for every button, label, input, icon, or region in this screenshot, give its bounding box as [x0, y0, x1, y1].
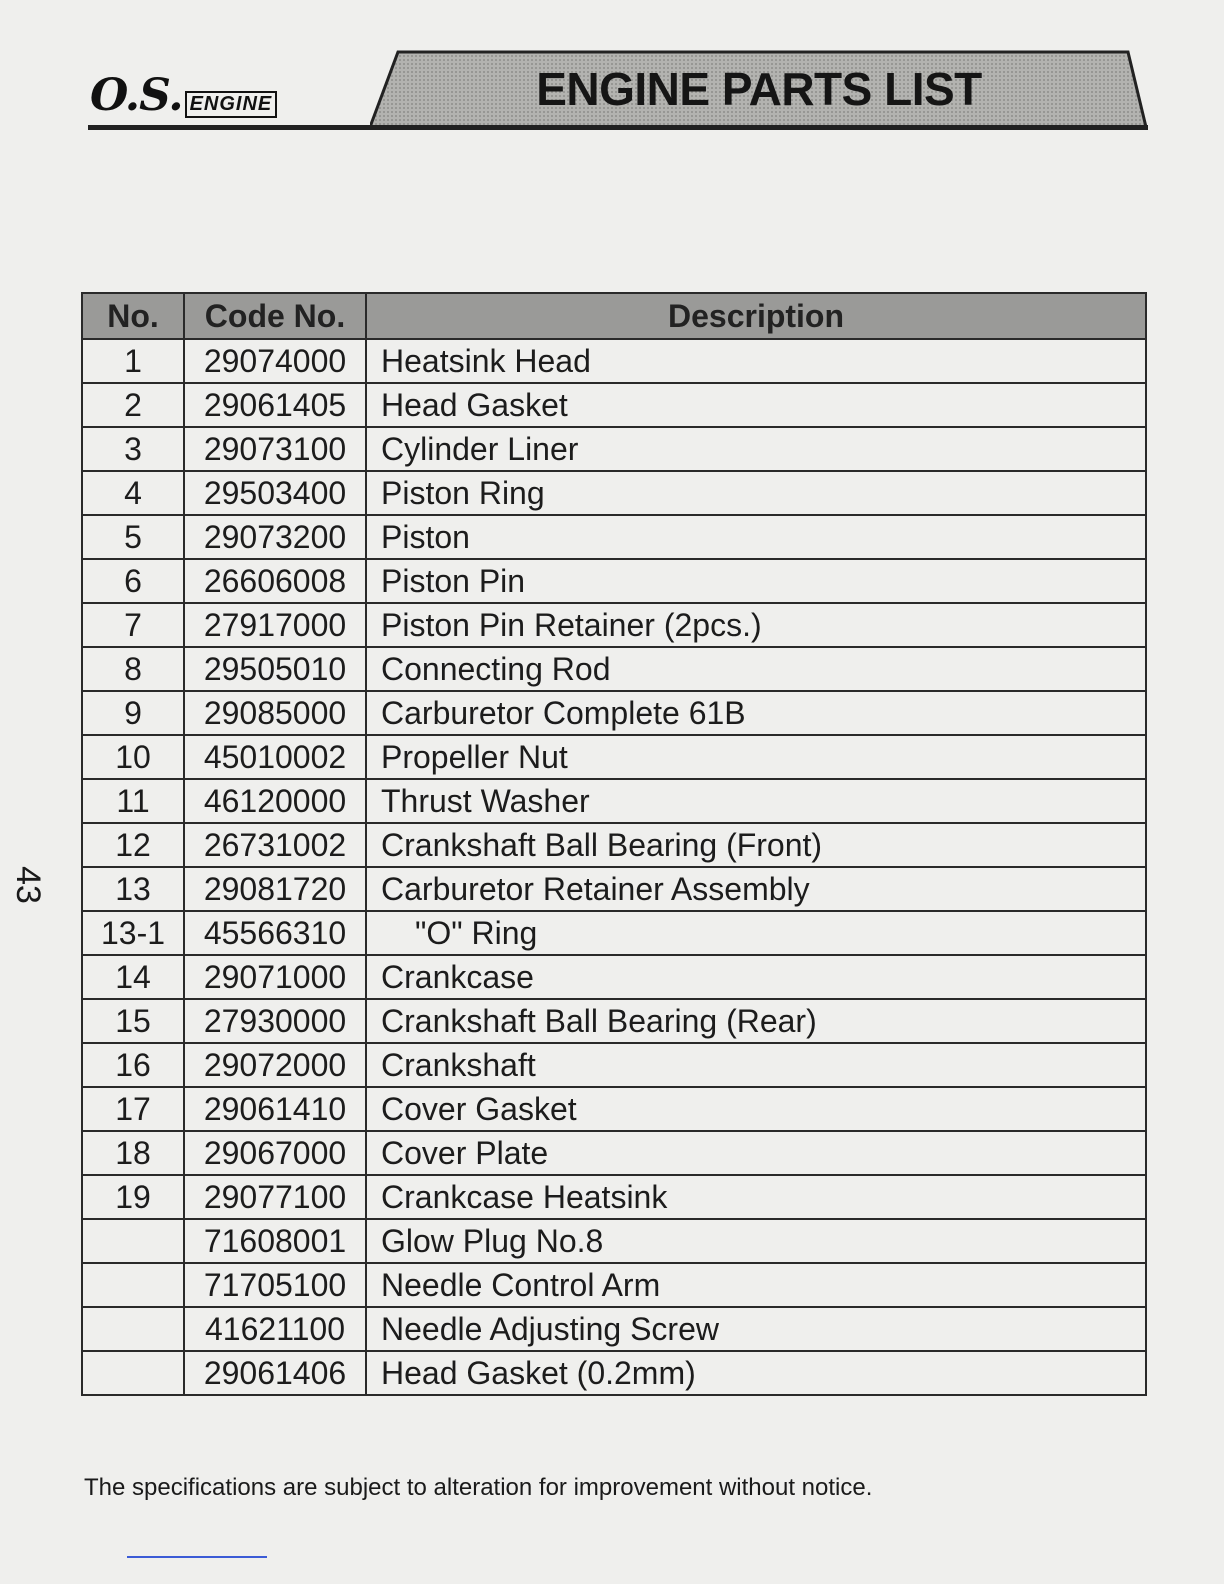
- part-number-cell: 2: [82, 383, 184, 427]
- table-row: [82, 559, 1146, 603]
- table-row: [82, 823, 1146, 867]
- table-row: [82, 691, 1146, 735]
- indented-description: "O" Ring: [415, 914, 538, 951]
- code-number-cell: 27917000: [184, 603, 366, 647]
- part-number-cell: 18: [82, 1131, 184, 1175]
- description-cell: Crankshaft Ball Bearing (Front): [366, 823, 1146, 867]
- table-row: [82, 999, 1146, 1043]
- part-number-cell: [82, 1351, 184, 1395]
- code-number-cell: 29085000: [184, 691, 366, 735]
- table-row: [82, 647, 1146, 691]
- description-cell: Piston Pin: [366, 559, 1146, 603]
- code-number-cell: 71705100: [184, 1263, 366, 1307]
- description-cell: Piston: [366, 515, 1146, 559]
- logo-engine-text: ENGINE: [185, 91, 278, 118]
- description-cell: Needle Control Arm: [366, 1263, 1146, 1307]
- description-cell: Glow Plug No.8: [366, 1219, 1146, 1263]
- table-row: [82, 383, 1146, 427]
- table-row: [82, 1175, 1146, 1219]
- part-number-cell: 1: [82, 339, 184, 383]
- part-number-cell: 13-1: [82, 911, 184, 955]
- table-header-row: [82, 293, 1146, 339]
- table-row: [82, 1087, 1146, 1131]
- code-number-cell: 41621100: [184, 1307, 366, 1351]
- code-number-cell: 29077100: [184, 1175, 366, 1219]
- part-number-cell: 19: [82, 1175, 184, 1219]
- table-row: [82, 339, 1146, 383]
- part-number-cell: [82, 1307, 184, 1351]
- part-number-cell: 15: [82, 999, 184, 1043]
- code-number-cell: 29072000: [184, 1043, 366, 1087]
- page-number: 43: [9, 866, 48, 904]
- table-row: [82, 427, 1146, 471]
- header-rule: [88, 125, 1148, 130]
- table-row: [82, 779, 1146, 823]
- code-number-cell: 29061406: [184, 1351, 366, 1395]
- logo-os-text: O.S.: [90, 70, 183, 121]
- description-cell: Carburetor Complete 61B: [366, 691, 1146, 735]
- table-row: [82, 1351, 1146, 1395]
- table-row: [82, 1219, 1146, 1263]
- description-cell: Cylinder Liner: [366, 427, 1146, 471]
- parts-table: [81, 292, 1147, 1396]
- table-row: [82, 1263, 1146, 1307]
- description-cell: Crankshaft: [366, 1043, 1146, 1087]
- part-number-cell: [82, 1219, 184, 1263]
- description-cell: Head Gasket (0.2mm): [366, 1351, 1146, 1395]
- code-number-cell: 26731002: [184, 823, 366, 867]
- code-number-cell: 29073200: [184, 515, 366, 559]
- code-number-cell: 29073100: [184, 427, 366, 471]
- code-number-cell: 29067000: [184, 1131, 366, 1175]
- description-cell: Piston Pin Retainer (2pcs.): [366, 603, 1146, 647]
- code-number-cell: 29505010: [184, 647, 366, 691]
- part-number-cell: [82, 1263, 184, 1307]
- part-number-cell: 4: [82, 471, 184, 515]
- code-number-cell: 27930000: [184, 999, 366, 1043]
- description-cell: Crankcase Heatsink: [366, 1175, 1146, 1219]
- code-number-cell: 29061405: [184, 383, 366, 427]
- code-number-cell: 29074000: [184, 339, 366, 383]
- link-underline: [127, 1556, 267, 1558]
- part-number-cell: 8: [82, 647, 184, 691]
- code-number-cell: 29081720: [184, 867, 366, 911]
- description-cell: Crankshaft Ball Bearing (Rear): [366, 999, 1146, 1043]
- code-number-cell: 71608001: [184, 1219, 366, 1263]
- description-cell: Heatsink Head: [366, 339, 1146, 383]
- code-number-cell: 45010002: [184, 735, 366, 779]
- code-number-cell: 29503400: [184, 471, 366, 515]
- description-cell: [366, 911, 1146, 955]
- table-row: [82, 955, 1146, 999]
- part-number-cell: 17: [82, 1087, 184, 1131]
- part-number-cell: 3: [82, 427, 184, 471]
- part-number-cell: 13: [82, 867, 184, 911]
- part-number-cell: 10: [82, 735, 184, 779]
- part-number-cell: 7: [82, 603, 184, 647]
- parts-table-body: [82, 339, 1146, 1395]
- description-cell: Crankcase: [366, 955, 1146, 999]
- table-row: [82, 867, 1146, 911]
- footnote: The specifications are subject to alteration for improvement without notice.: [84, 1474, 873, 1501]
- description-cell: Thrust Washer: [366, 779, 1146, 823]
- description-cell: Needle Adjusting Screw: [366, 1307, 1146, 1351]
- table-row: [82, 1307, 1146, 1351]
- part-number-cell: 6: [82, 559, 184, 603]
- part-number-cell: 11: [82, 779, 184, 823]
- os-engine-logo: [90, 70, 277, 120]
- table-row: [82, 471, 1146, 515]
- part-number-cell: 16: [82, 1043, 184, 1087]
- description-cell: Head Gasket: [366, 383, 1146, 427]
- part-number-cell: 12: [82, 823, 184, 867]
- column-header-no: No.: [82, 293, 184, 339]
- description-cell: Carburetor Retainer Assembly: [366, 867, 1146, 911]
- code-number-cell: 26606008: [184, 559, 366, 603]
- description-cell: Propeller Nut: [366, 735, 1146, 779]
- description-cell: Cover Gasket: [366, 1087, 1146, 1131]
- part-number-cell: 14: [82, 955, 184, 999]
- table-row: [82, 603, 1146, 647]
- description-cell: Connecting Rod: [366, 647, 1146, 691]
- page-title: ENGINE PARTS LIST: [536, 62, 982, 115]
- code-number-cell: 29061410: [184, 1087, 366, 1131]
- table-row: [82, 911, 1146, 955]
- table-row: [82, 1131, 1146, 1175]
- part-number-cell: 9: [82, 691, 184, 735]
- code-number-cell: 45566310: [184, 911, 366, 955]
- description-cell: Piston Ring: [366, 471, 1146, 515]
- table-row: [82, 515, 1146, 559]
- code-number-cell: 46120000: [184, 779, 366, 823]
- table-row: [82, 1043, 1146, 1087]
- title-banner: [370, 50, 1148, 127]
- column-header-code: Code No.: [184, 293, 366, 339]
- table-row: [82, 735, 1146, 779]
- code-number-cell: 29071000: [184, 955, 366, 999]
- part-number-cell: 5: [82, 515, 184, 559]
- description-cell: Cover Plate: [366, 1131, 1146, 1175]
- column-header-description: Description: [366, 293, 1146, 339]
